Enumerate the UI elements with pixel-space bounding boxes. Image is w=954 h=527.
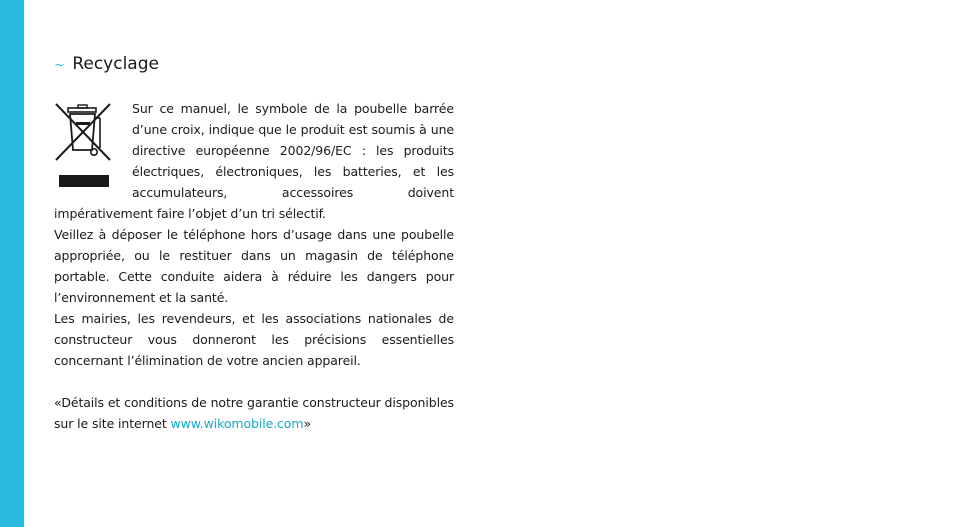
website-link[interactable]: www.wikomobile.com [170,416,304,431]
paragraph-authorities-info: Les mairies, les revendeurs, et les associations nationales de constructeur vous donneront les précisions essentielles concernant l’élimination de votre ancien appareil. [54,311,454,368]
section-title: Recyclage [72,54,159,74]
guarantee-text: «Détails et conditions de notre garantie constructeur disponibles sur le site internet [54,395,454,431]
paragraph-disposal-instructions: Veillez à déposer le téléphone hors d’usage dans une poubelle appropriée, ou le restituer dans un magasin de téléphone portable. Cette conduite aidera à réduire les dangers pour l’environnement et la santé. [54,227,454,305]
guarantee-note [54,392,454,434]
recycling-section [54,52,454,434]
heading-tilde: ~ [54,58,65,73]
section-heading [54,52,454,78]
accent-side-bar [0,0,24,527]
paragraph-symbol-explanation: Sur ce manuel, le symbole de la poubelle barrée d’une croix, indique que le produit est soumis à une directive européenne 2002/96/EC : les produits électriques, électroniques, les batteries, et les accumulateurs, accessoires doivent impérativement faire l’objet d’un tri sélectif. [54,101,454,221]
guarantee-closing-quote: » [303,416,311,431]
spacer [54,371,454,392]
crossed-out-wheelie-bin-icon [54,100,112,192]
